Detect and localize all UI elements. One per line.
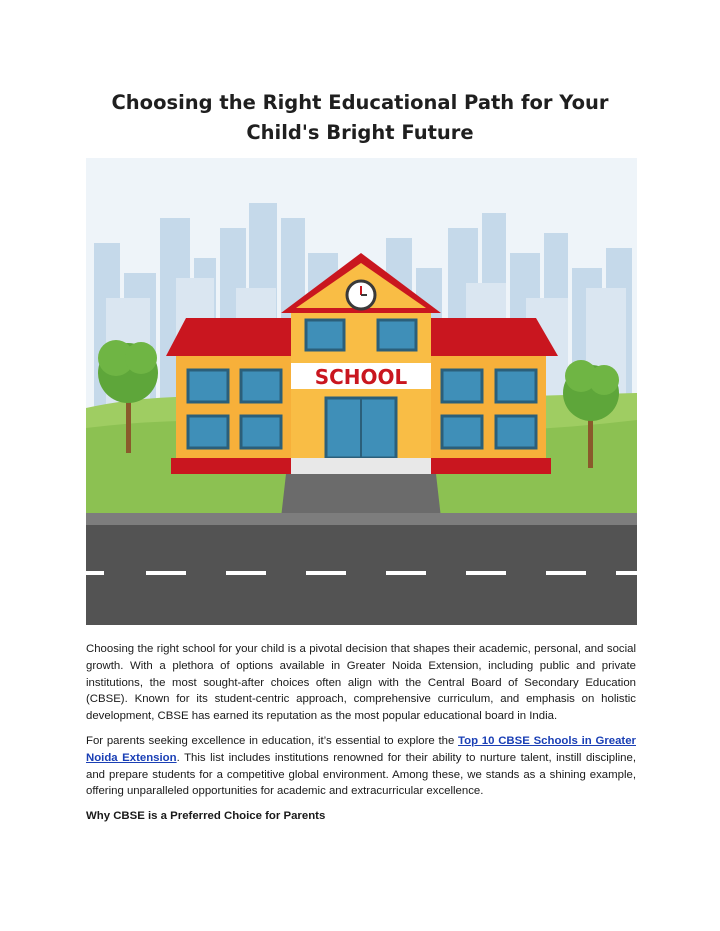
top-schools-link[interactable]: Top 10 CBSE Schools in Greater Noida Extension [86,735,636,764]
second-paragraph-lead: For parents seeking excellence in education, it’s essential to explore the [86,735,459,747]
second-paragraph [86,733,636,800]
school-sign: SCHOOL [314,365,408,389]
section-heading: Why CBSE is a Preferred Choice for Parents [86,810,326,822]
school-illustration [86,158,637,625]
intro-paragraph: Choosing the right school for your child is a pivotal decision that shapes their academic, personal, and social growth. With a plethora of options available in Greater Noida Extension, including public and private institutions, the most sought-after choices often align with the Central Board of Secondary Education (CBSE). Known for its student-centric approach, comprehensive curriculum, and emphasis on holistic development, CBSE has earned its reputation as the most popular educational board in India. [86,643,636,723]
page-title: Choosing the Right Educational Path for Your Child's Bright Future [111,91,609,144]
hero-image [86,158,637,625]
second-paragraph-rest: . This list includes institutions renowned for their ability to nurture talent, instill discipline, and prepare students for a competitive global environment. Among these, we stands as a shining example, offering unparalleled opportunities for academic and extracurricular excellence. [86,751,636,798]
